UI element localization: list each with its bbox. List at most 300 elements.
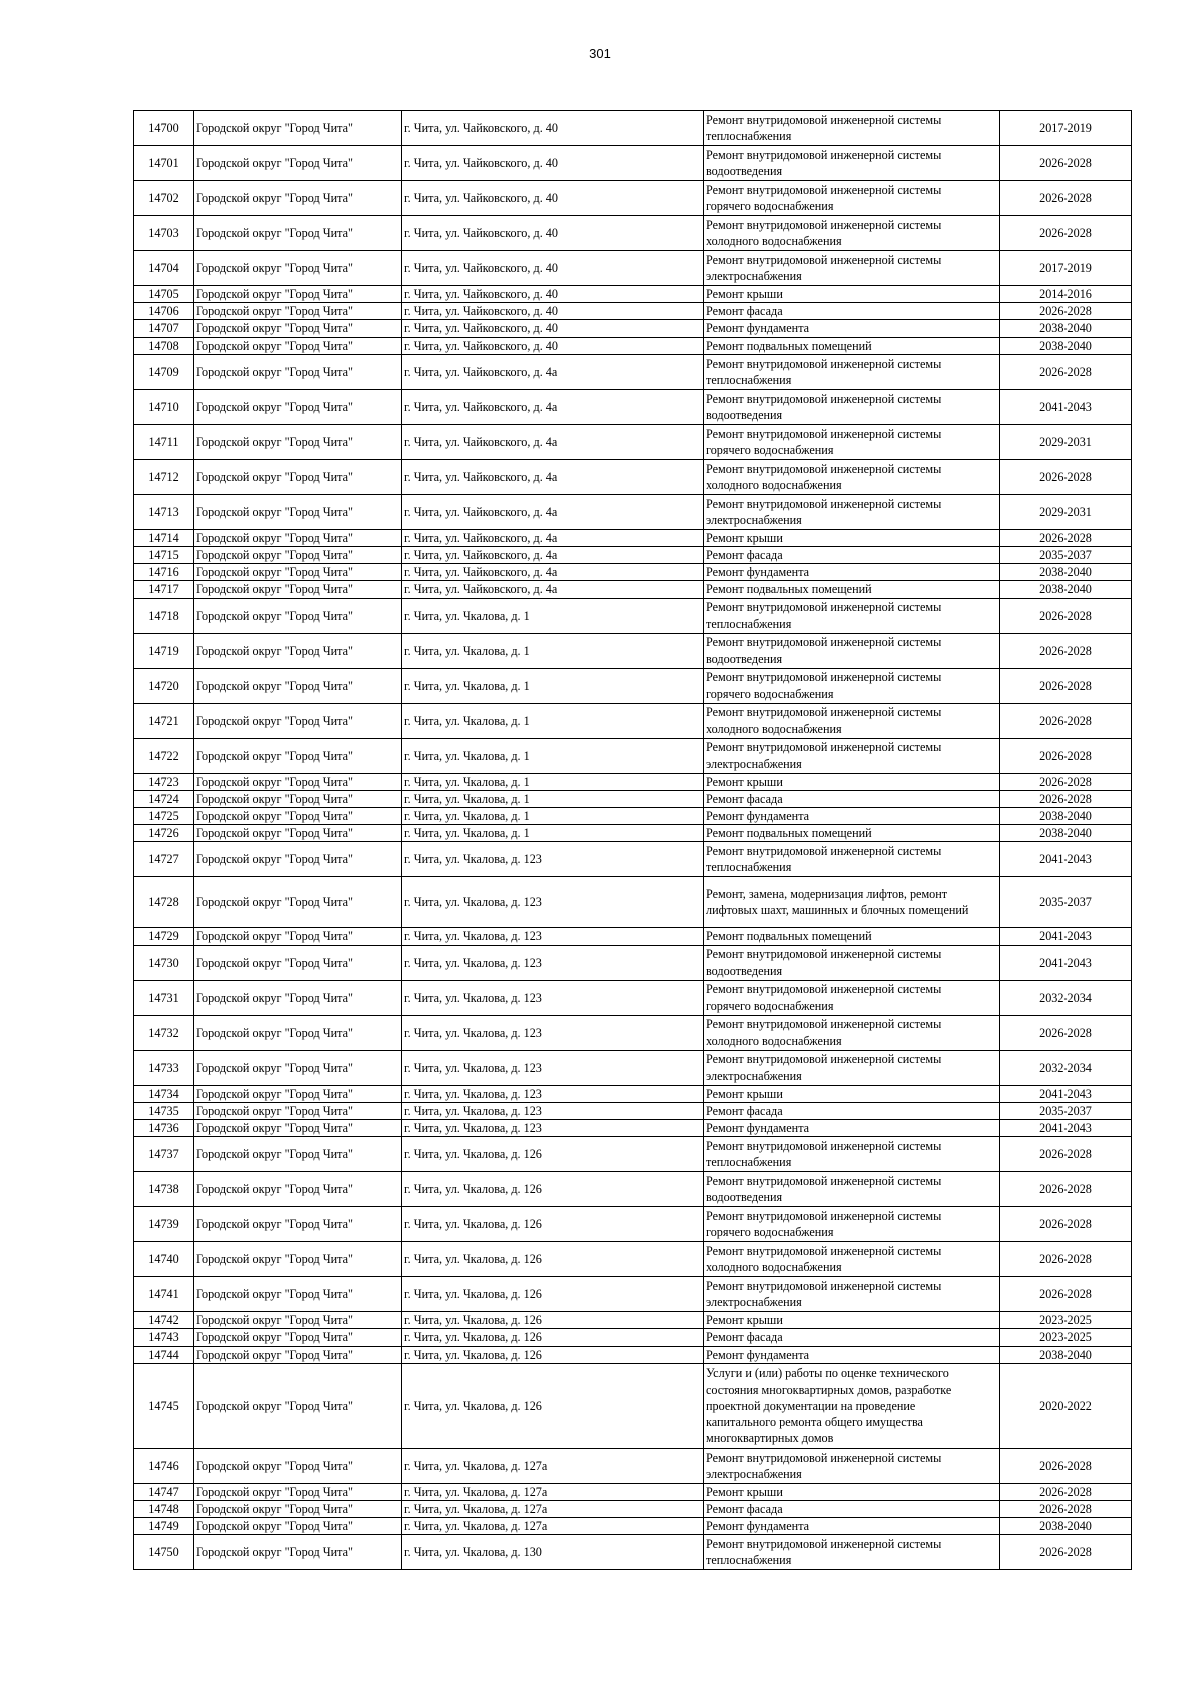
table-row (134, 773, 1132, 790)
work-type-cell: Ремонт фундамента (704, 808, 1000, 825)
municipality-cell: Городской округ "Город Чита" (194, 1207, 402, 1242)
table-row (134, 354, 1132, 389)
table-row (134, 1102, 1132, 1119)
address-cell: г. Чита, ул. Чкалова, д. 127а (402, 1448, 704, 1483)
address-cell: г. Чита, ул. Чайковского, д. 4а (402, 354, 704, 389)
table-row (134, 808, 1132, 825)
record-number-cell: 14747 (134, 1483, 194, 1500)
address-cell: г. Чита, ул. Чкалова, д. 123 (402, 980, 704, 1015)
address-cell: г. Чита, ул. Чкалова, д. 1 (402, 598, 704, 633)
work-type-cell: Ремонт внутридомовой инженерной системы горячего водоснабжения (704, 181, 1000, 216)
period-cell: 2032-2034 (1000, 1050, 1132, 1085)
address-cell: г. Чита, ул. Чкалова, д. 126 (402, 1172, 704, 1207)
record-number-cell: 14745 (134, 1363, 194, 1448)
municipality-cell: Городской округ "Город Чита" (194, 1518, 402, 1535)
page-number: 301 (589, 46, 611, 61)
period-cell: 2038-2040 (1000, 581, 1132, 598)
period-cell: 2032-2034 (1000, 980, 1132, 1015)
period-cell: 2029-2031 (1000, 494, 1132, 529)
municipality-cell: Городской округ "Город Чита" (194, 825, 402, 842)
municipality-cell: Городской округ "Город Чита" (194, 337, 402, 354)
address-cell: г. Чита, ул. Чкалова, д. 1 (402, 703, 704, 738)
table-row (134, 825, 1132, 842)
municipality-cell: Городской округ "Город Чита" (194, 581, 402, 598)
period-cell: 2038-2040 (1000, 320, 1132, 337)
period-cell: 2029-2031 (1000, 424, 1132, 459)
work-type-cell: Ремонт внутридомовой инженерной системы холодного водоснабжения (704, 459, 1000, 494)
period-cell: 2020-2022 (1000, 1363, 1132, 1448)
municipality-cell: Городской округ "Город Чита" (194, 1277, 402, 1312)
table-row (134, 980, 1132, 1015)
period-cell: 2038-2040 (1000, 808, 1132, 825)
record-number-cell: 14714 (134, 529, 194, 546)
table-row (134, 111, 1132, 146)
record-number-cell: 14744 (134, 1346, 194, 1363)
work-type-cell: Ремонт подвальных помещений (704, 825, 1000, 842)
address-cell: г. Чита, ул. Чайковского, д. 40 (402, 337, 704, 354)
address-cell: г. Чита, ул. Чкалова, д. 127а (402, 1518, 704, 1535)
work-type-cell: Ремонт внутридомовой инженерной системы водоотведения (704, 1172, 1000, 1207)
address-cell: г. Чита, ул. Чкалова, д. 1 (402, 738, 704, 773)
period-cell: 2038-2040 (1000, 1518, 1132, 1535)
table-row (134, 1535, 1132, 1570)
work-type-cell: Ремонт внутридомовой инженерной системы теплоснабжения (704, 842, 1000, 877)
table-row (134, 1277, 1132, 1312)
address-cell: г. Чита, ул. Чкалова, д. 126 (402, 1207, 704, 1242)
address-cell: г. Чита, ул. Чкалова, д. 126 (402, 1242, 704, 1277)
work-type-cell: Ремонт внутридомовой инженерной системы электроснабжения (704, 738, 1000, 773)
record-number-cell: 14709 (134, 354, 194, 389)
work-type-cell: Ремонт внутридомовой инженерной системы теплоснабжения (704, 598, 1000, 633)
table-body (134, 111, 1132, 1570)
record-number-cell: 14722 (134, 738, 194, 773)
period-cell: 2026-2028 (1000, 303, 1132, 320)
municipality-cell: Городской округ "Город Чита" (194, 1015, 402, 1050)
record-number-cell: 14726 (134, 825, 194, 842)
municipality-cell: Городской округ "Город Чита" (194, 668, 402, 703)
work-type-cell: Ремонт внутридомовой инженерной системы горячего водоснабжения (704, 980, 1000, 1015)
record-number-cell: 14734 (134, 1085, 194, 1102)
address-cell: г. Чита, ул. Чкалова, д. 1 (402, 790, 704, 807)
address-cell: г. Чита, ул. Чайковского, д. 4а (402, 389, 704, 424)
work-type-cell: Ремонт крыши (704, 1085, 1000, 1102)
work-type-cell: Ремонт внутридомовой инженерной системы горячего водоснабжения (704, 1207, 1000, 1242)
period-cell: 2023-2025 (1000, 1312, 1132, 1329)
record-number-cell: 14723 (134, 773, 194, 790)
municipality-cell: Городской округ "Город Чита" (194, 1120, 402, 1137)
record-number-cell: 14703 (134, 216, 194, 251)
work-type-cell: Ремонт фундамента (704, 1346, 1000, 1363)
municipality-cell: Городской округ "Город Чита" (194, 808, 402, 825)
record-number-cell: 14710 (134, 389, 194, 424)
record-number-cell: 14748 (134, 1501, 194, 1518)
record-number-cell: 14720 (134, 668, 194, 703)
record-number-cell: 14750 (134, 1535, 194, 1570)
record-number-cell: 14701 (134, 146, 194, 181)
municipality-cell: Городской округ "Город Чита" (194, 1363, 402, 1448)
record-number-cell: 14732 (134, 1015, 194, 1050)
work-type-cell: Ремонт фундамента (704, 320, 1000, 337)
work-type-cell: Ремонт фундамента (704, 1120, 1000, 1137)
address-cell: г. Чита, ул. Чкалова, д. 126 (402, 1312, 704, 1329)
period-cell: 2026-2028 (1000, 790, 1132, 807)
address-cell: г. Чита, ул. Чкалова, д. 126 (402, 1363, 704, 1448)
period-cell: 2035-2037 (1000, 877, 1132, 928)
municipality-cell: Городской округ "Город Чита" (194, 459, 402, 494)
table-row (134, 1050, 1132, 1085)
municipality-cell: Городской округ "Город Чита" (194, 1346, 402, 1363)
address-cell: г. Чита, ул. Чкалова, д. 123 (402, 1085, 704, 1102)
period-cell: 2026-2028 (1000, 1501, 1132, 1518)
period-cell: 2026-2028 (1000, 1535, 1132, 1570)
work-type-cell: Ремонт фундамента (704, 564, 1000, 581)
municipality-cell: Городской округ "Город Чита" (194, 354, 402, 389)
record-number-cell: 14716 (134, 564, 194, 581)
address-cell: г. Чита, ул. Чкалова, д. 123 (402, 928, 704, 945)
table-row (134, 459, 1132, 494)
municipality-cell: Городской округ "Город Чита" (194, 494, 402, 529)
table-row (134, 581, 1132, 598)
record-number-cell: 14749 (134, 1518, 194, 1535)
work-type-cell: Ремонт внутридомовой инженерной системы горячего водоснабжения (704, 424, 1000, 459)
record-number-cell: 14711 (134, 424, 194, 459)
record-number-cell: 14713 (134, 494, 194, 529)
work-type-cell: Ремонт фасада (704, 303, 1000, 320)
work-type-cell: Ремонт внутридомовой инженерной системы холодного водоснабжения (704, 216, 1000, 251)
record-number-cell: 14715 (134, 547, 194, 564)
work-type-cell: Ремонт внутридомовой инженерной системы водоотведения (704, 945, 1000, 980)
repair-schedule-table (133, 110, 1132, 1570)
record-number-cell: 14707 (134, 320, 194, 337)
record-number-cell: 14738 (134, 1172, 194, 1207)
record-number-cell: 14739 (134, 1207, 194, 1242)
table-row (134, 389, 1132, 424)
record-number-cell: 14725 (134, 808, 194, 825)
table-row (134, 529, 1132, 546)
work-type-cell: Ремонт подвальных помещений (704, 581, 1000, 598)
period-cell: 2017-2019 (1000, 251, 1132, 286)
record-number-cell: 14708 (134, 337, 194, 354)
table-row (134, 633, 1132, 668)
municipality-cell: Городской округ "Город Чита" (194, 1172, 402, 1207)
table-row (134, 1207, 1132, 1242)
address-cell: г. Чита, ул. Чайковского, д. 40 (402, 111, 704, 146)
period-cell: 2026-2028 (1000, 529, 1132, 546)
record-number-cell: 14735 (134, 1102, 194, 1119)
record-number-cell: 14702 (134, 181, 194, 216)
address-cell: г. Чита, ул. Чкалова, д. 126 (402, 1277, 704, 1312)
table-row (134, 320, 1132, 337)
table-row (134, 703, 1132, 738)
period-cell: 2026-2028 (1000, 1483, 1132, 1500)
record-number-cell: 14704 (134, 251, 194, 286)
table-row (134, 1518, 1132, 1535)
municipality-cell: Городской округ "Город Чита" (194, 1312, 402, 1329)
table-row (134, 1448, 1132, 1483)
period-cell: 2041-2043 (1000, 945, 1132, 980)
address-cell: г. Чита, ул. Чайковского, д. 40 (402, 251, 704, 286)
record-number-cell: 14712 (134, 459, 194, 494)
address-cell: г. Чита, ул. Чкалова, д. 123 (402, 1050, 704, 1085)
period-cell: 2026-2028 (1000, 633, 1132, 668)
municipality-cell: Городской округ "Город Чита" (194, 146, 402, 181)
record-number-cell: 14705 (134, 286, 194, 303)
table-row (134, 216, 1132, 251)
table-row (134, 790, 1132, 807)
address-cell: г. Чита, ул. Чкалова, д. 126 (402, 1346, 704, 1363)
municipality-cell: Городской округ "Город Чита" (194, 547, 402, 564)
work-type-cell: Ремонт крыши (704, 286, 1000, 303)
table-row (134, 1501, 1132, 1518)
municipality-cell: Городской округ "Город Чита" (194, 181, 402, 216)
period-cell: 2026-2028 (1000, 1137, 1132, 1172)
period-cell: 2017-2019 (1000, 111, 1132, 146)
period-cell: 2026-2028 (1000, 703, 1132, 738)
municipality-cell: Городской округ "Город Чита" (194, 564, 402, 581)
municipality-cell: Городской округ "Город Чита" (194, 303, 402, 320)
municipality-cell: Городской округ "Город Чита" (194, 842, 402, 877)
table-row (134, 668, 1132, 703)
work-type-cell: Ремонт внутридомовой инженерной системы теплоснабжения (704, 354, 1000, 389)
table-row (134, 945, 1132, 980)
address-cell: г. Чита, ул. Чкалова, д. 127а (402, 1483, 704, 1500)
address-cell: г. Чита, ул. Чайковского, д. 4а (402, 529, 704, 546)
record-number-cell: 14728 (134, 877, 194, 928)
address-cell: г. Чита, ул. Чкалова, д. 123 (402, 1102, 704, 1119)
work-type-cell: Ремонт внутридомовой инженерной системы водоотведения (704, 633, 1000, 668)
record-number-cell: 14727 (134, 842, 194, 877)
period-cell: 2041-2043 (1000, 1085, 1132, 1102)
municipality-cell: Городской округ "Город Чита" (194, 738, 402, 773)
address-cell: г. Чита, ул. Чайковского, д. 40 (402, 216, 704, 251)
work-type-cell: Ремонт фундамента (704, 1518, 1000, 1535)
record-number-cell: 14743 (134, 1329, 194, 1346)
municipality-cell: Городской округ "Город Чита" (194, 1050, 402, 1085)
address-cell: г. Чита, ул. Чайковского, д. 40 (402, 146, 704, 181)
record-number-cell: 14740 (134, 1242, 194, 1277)
address-cell: г. Чита, ул. Чайковского, д. 4а (402, 459, 704, 494)
period-cell: 2026-2028 (1000, 181, 1132, 216)
work-type-cell: Ремонт фасада (704, 1329, 1000, 1346)
table-row (134, 1120, 1132, 1137)
table-row (134, 564, 1132, 581)
work-type-cell: Ремонт фасада (704, 547, 1000, 564)
period-cell: 2026-2028 (1000, 598, 1132, 633)
work-type-cell: Ремонт, замена, модернизация лифтов, ремонт лифтовых шахт, машинных и блочных помещений (704, 877, 1000, 928)
table-row (134, 146, 1132, 181)
record-number-cell: 14700 (134, 111, 194, 146)
period-cell: 2026-2028 (1000, 668, 1132, 703)
record-number-cell: 14719 (134, 633, 194, 668)
municipality-cell: Городской округ "Город Чита" (194, 251, 402, 286)
table-row (134, 1483, 1132, 1500)
municipality-cell: Городской округ "Город Чита" (194, 633, 402, 668)
table-row (134, 251, 1132, 286)
address-cell: г. Чита, ул. Чайковского, д. 4а (402, 494, 704, 529)
table-row (134, 842, 1132, 877)
work-type-cell: Услуги и (или) работы по оценке технического состояния многоквартирных домов, разработке проектной документации на проведение капитального ремонта общего имущества многоквартирных домов (704, 1363, 1000, 1448)
period-cell: 2038-2040 (1000, 825, 1132, 842)
municipality-cell: Городской округ "Город Чита" (194, 1501, 402, 1518)
work-type-cell: Ремонт крыши (704, 1483, 1000, 1500)
period-cell: 2041-2043 (1000, 389, 1132, 424)
municipality-cell: Городской округ "Город Чита" (194, 1448, 402, 1483)
record-number-cell: 14721 (134, 703, 194, 738)
record-number-cell: 14718 (134, 598, 194, 633)
address-cell: г. Чита, ул. Чкалова, д. 126 (402, 1329, 704, 1346)
work-type-cell: Ремонт внутридомовой инженерной системы электроснабжения (704, 251, 1000, 286)
municipality-cell: Городской округ "Город Чита" (194, 945, 402, 980)
record-number-cell: 14733 (134, 1050, 194, 1085)
municipality-cell: Городской округ "Город Чита" (194, 286, 402, 303)
municipality-cell: Городской округ "Город Чита" (194, 703, 402, 738)
municipality-cell: Городской округ "Город Чита" (194, 389, 402, 424)
record-number-cell: 14742 (134, 1312, 194, 1329)
work-type-cell: Ремонт крыши (704, 529, 1000, 546)
record-number-cell: 14741 (134, 1277, 194, 1312)
work-type-cell: Ремонт внутридомовой инженерной системы теплоснабжения (704, 111, 1000, 146)
address-cell: г. Чита, ул. Чкалова, д. 123 (402, 842, 704, 877)
period-cell: 2026-2028 (1000, 216, 1132, 251)
table-row (134, 1015, 1132, 1050)
address-cell: г. Чита, ул. Чкалова, д. 123 (402, 877, 704, 928)
municipality-cell: Городской округ "Город Чита" (194, 1329, 402, 1346)
address-cell: г. Чита, ул. Чкалова, д. 1 (402, 668, 704, 703)
work-type-cell: Ремонт крыши (704, 1312, 1000, 1329)
address-cell: г. Чита, ул. Чкалова, д. 1 (402, 808, 704, 825)
municipality-cell: Городской округ "Город Чита" (194, 216, 402, 251)
period-cell: 2026-2028 (1000, 354, 1132, 389)
table-row (134, 303, 1132, 320)
municipality-cell: Городской округ "Город Чита" (194, 790, 402, 807)
table-row (134, 494, 1132, 529)
period-cell: 2041-2043 (1000, 842, 1132, 877)
table-row (134, 1242, 1132, 1277)
period-cell: 2026-2028 (1000, 1448, 1132, 1483)
period-cell: 2026-2028 (1000, 1015, 1132, 1050)
table-row (134, 1363, 1132, 1448)
record-number-cell: 14746 (134, 1448, 194, 1483)
period-cell: 2026-2028 (1000, 1207, 1132, 1242)
record-number-cell: 14706 (134, 303, 194, 320)
period-cell: 2035-2037 (1000, 547, 1132, 564)
period-cell: 2038-2040 (1000, 564, 1132, 581)
address-cell: г. Чита, ул. Чайковского, д. 4а (402, 547, 704, 564)
address-cell: г. Чита, ул. Чкалова, д. 126 (402, 1137, 704, 1172)
record-number-cell: 14731 (134, 980, 194, 1015)
record-number-cell: 14737 (134, 1137, 194, 1172)
period-cell: 2026-2028 (1000, 1277, 1132, 1312)
municipality-cell: Городской округ "Город Чита" (194, 529, 402, 546)
address-cell: г. Чита, ул. Чкалова, д. 123 (402, 1120, 704, 1137)
table-row (134, 598, 1132, 633)
period-cell: 2041-2043 (1000, 1120, 1132, 1137)
period-cell: 2038-2040 (1000, 1346, 1132, 1363)
address-cell: г. Чита, ул. Чкалова, д. 1 (402, 825, 704, 842)
municipality-cell: Городской округ "Город Чита" (194, 1102, 402, 1119)
table-row (134, 1329, 1132, 1346)
period-cell: 2014-2016 (1000, 286, 1132, 303)
table-row (134, 337, 1132, 354)
address-cell: г. Чита, ул. Чкалова, д. 123 (402, 1015, 704, 1050)
table-row (134, 1085, 1132, 1102)
address-cell: г. Чита, ул. Чкалова, д. 1 (402, 633, 704, 668)
table-row (134, 738, 1132, 773)
address-cell: г. Чита, ул. Чайковского, д. 40 (402, 320, 704, 337)
work-type-cell: Ремонт внутридомовой инженерной системы холодного водоснабжения (704, 1242, 1000, 1277)
work-type-cell: Ремонт крыши (704, 773, 1000, 790)
municipality-cell: Городской округ "Город Чита" (194, 1483, 402, 1500)
work-type-cell: Ремонт внутридомовой инженерной системы электроснабжения (704, 494, 1000, 529)
municipality-cell: Городской округ "Город Чита" (194, 928, 402, 945)
municipality-cell: Городской округ "Город Чита" (194, 1085, 402, 1102)
table-row (134, 877, 1132, 928)
table-row (134, 424, 1132, 459)
work-type-cell: Ремонт фасада (704, 1102, 1000, 1119)
municipality-cell: Городской округ "Город Чита" (194, 1242, 402, 1277)
period-cell: 2026-2028 (1000, 459, 1132, 494)
work-type-cell: Ремонт подвальных помещений (704, 337, 1000, 354)
address-cell: г. Чита, ул. Чайковского, д. 40 (402, 286, 704, 303)
table-row (134, 1312, 1132, 1329)
address-cell: г. Чита, ул. Чкалова, д. 1 (402, 773, 704, 790)
municipality-cell: Городской округ "Город Чита" (194, 111, 402, 146)
table-row (134, 181, 1132, 216)
record-number-cell: 14724 (134, 790, 194, 807)
period-cell: 2035-2037 (1000, 1102, 1132, 1119)
address-cell: г. Чита, ул. Чайковского, д. 4а (402, 424, 704, 459)
municipality-cell: Городской округ "Город Чита" (194, 773, 402, 790)
table-row (134, 547, 1132, 564)
address-cell: г. Чита, ул. Чайковского, д. 40 (402, 181, 704, 216)
municipality-cell: Городской округ "Город Чита" (194, 598, 402, 633)
work-type-cell: Ремонт фасада (704, 790, 1000, 807)
work-type-cell: Ремонт внутридомовой инженерной системы теплоснабжения (704, 1535, 1000, 1570)
municipality-cell: Городской округ "Город Чита" (194, 320, 402, 337)
work-type-cell: Ремонт внутридомовой инженерной системы электроснабжения (704, 1448, 1000, 1483)
municipality-cell: Городской округ "Город Чита" (194, 980, 402, 1015)
work-type-cell: Ремонт внутридомовой инженерной системы водоотведения (704, 146, 1000, 181)
work-type-cell: Ремонт внутридомовой инженерной системы горячего водоснабжения (704, 668, 1000, 703)
address-cell: г. Чита, ул. Чкалова, д. 130 (402, 1535, 704, 1570)
municipality-cell: Городской округ "Город Чита" (194, 1137, 402, 1172)
table-row (134, 1137, 1132, 1172)
period-cell: 2026-2028 (1000, 146, 1132, 181)
table-row (134, 1172, 1132, 1207)
table-row (134, 286, 1132, 303)
record-number-cell: 14717 (134, 581, 194, 598)
period-cell: 2026-2028 (1000, 773, 1132, 790)
record-number-cell: 14729 (134, 928, 194, 945)
work-type-cell: Ремонт внутридомовой инженерной системы электроснабжения (704, 1050, 1000, 1085)
work-type-cell: Ремонт внутридомовой инженерной системы водоотведения (704, 389, 1000, 424)
municipality-cell: Городской округ "Город Чита" (194, 1535, 402, 1570)
period-cell: 2023-2025 (1000, 1329, 1132, 1346)
work-type-cell: Ремонт внутридомовой инженерной системы теплоснабжения (704, 1137, 1000, 1172)
municipality-cell: Городской округ "Город Чита" (194, 424, 402, 459)
period-cell: 2026-2028 (1000, 738, 1132, 773)
work-type-cell: Ремонт внутридомовой инженерной системы холодного водоснабжения (704, 703, 1000, 738)
record-number-cell: 14730 (134, 945, 194, 980)
table-row (134, 928, 1132, 945)
period-cell: 2026-2028 (1000, 1172, 1132, 1207)
record-number-cell: 14736 (134, 1120, 194, 1137)
municipality-cell: Городской округ "Город Чита" (194, 877, 402, 928)
address-cell: г. Чита, ул. Чкалова, д. 127а (402, 1501, 704, 1518)
work-type-cell: Ремонт подвальных помещений (704, 928, 1000, 945)
address-cell: г. Чита, ул. Чайковского, д. 4а (402, 581, 704, 598)
period-cell: 2041-2043 (1000, 928, 1132, 945)
